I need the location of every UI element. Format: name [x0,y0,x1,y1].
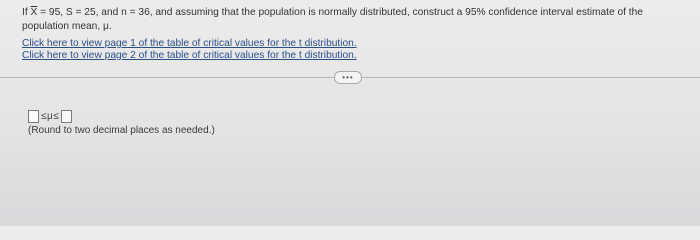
critical-values-links [22,38,357,62]
confidence-interval-answer [28,110,72,123]
link-t-table-page-1[interactable]: Click here to view page 1 of the table of critical values for the t distribution. [22,38,357,49]
question-text [22,6,692,34]
link-t-table-page-2[interactable]: Click here to view page 2 of the table of critical values for the t distribution. [22,50,357,61]
inequality-label: ≤μ≤ [41,111,60,122]
question-body: = 95, S = 25, and n = 36, and assuming that the population is normally distributed, construct a 95% confidence interval estimate of the population mean, μ. [22,7,643,32]
expand-more-button[interactable]: ••• [334,71,362,84]
xbar-symbol: $\overline{X}$ [30,7,38,18]
question-prefix: If [22,7,31,18]
lower-bound-input[interactable] [28,110,39,123]
rounding-note: (Round to two decimal places as needed.) [28,125,215,136]
upper-bound-input[interactable] [61,110,72,123]
